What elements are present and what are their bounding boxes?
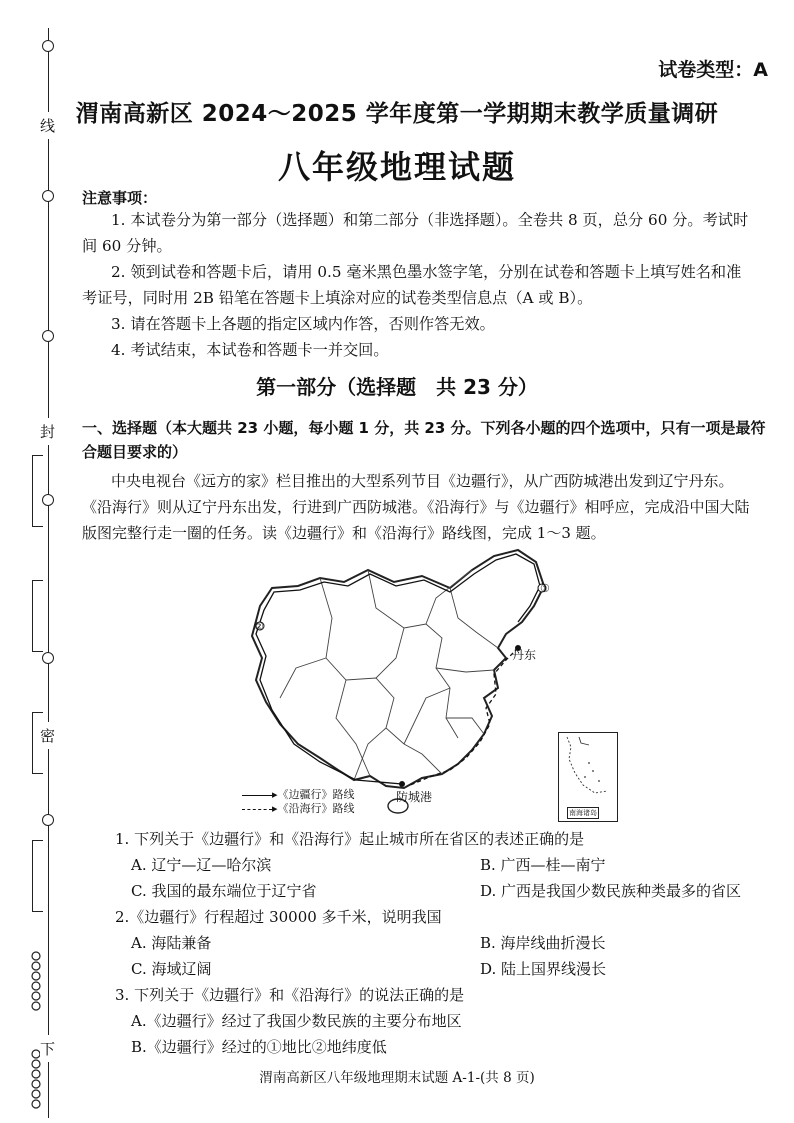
note-item: 间 60 分钟。 [82, 237, 172, 255]
legend-item-coast: ▸《沿海行》路线 [242, 802, 355, 816]
route-map [236, 548, 626, 822]
map-label-dandong: 丹东 [512, 648, 537, 662]
binding-circle [42, 330, 54, 342]
map-label-point-2: ② [254, 620, 264, 633]
note-item: 4. 考试结束，本试卷和答题卡一并交回。 [111, 341, 389, 359]
question-stem: 2.《边疆行》行程超过 30000 多千米，说明我国 [115, 908, 442, 926]
binding-circle [42, 40, 54, 52]
part-heading-text: 一、选择题（本大题共 23 小题，每小题 1 分，共 23 分。下列各小题的四个选项中，只有一项是最符合题目要求的） [82, 419, 766, 461]
binding-circle [42, 652, 54, 664]
intro-line: 版图完整行走一圈的任务。读《边疆行》和《沿海行》路线图，完成 1～3 题。 [82, 524, 606, 542]
margin-label-xia: 下 [40, 1035, 55, 1062]
binding-holes [28, 950, 44, 1110]
map-legend [242, 788, 355, 816]
question-option: C. 我国的最东端位于辽宁省 [131, 882, 317, 900]
question-stem: 3. 下列关于《边疆行》和《沿海行》的说法正确的是 [115, 986, 465, 1004]
question-option: A.《边疆行》经过了我国少数民族的主要分布地区 [131, 1012, 462, 1030]
margin-label-mi: 密 [40, 722, 55, 749]
question-option: A. 辽宁—辽—哈尔滨 [131, 856, 272, 874]
map-label-fangchenggang: 防城港 [396, 790, 433, 804]
intro-line: 中央电视台《远方的家》栏目推出的大型系列节目《边疆行》，从广西防城港出发到辽宁丹东。 [111, 472, 734, 490]
legend-item-border: ▸《边疆行》路线 [242, 788, 355, 802]
section-heading: 第一部分（选择题 共 23 分） [256, 375, 538, 399]
question-option: B. 广西—桂—南宁 [480, 856, 606, 874]
exam-title: 渭南高新区 2024～2025 学年度第一学期期末教学质量调研 [75, 101, 719, 127]
question-option: B. 海岸线曲折漫长 [480, 934, 606, 952]
paper-type: 试卷类型：A [658, 59, 768, 81]
name-field-bracket [32, 455, 43, 527]
part-heading [82, 416, 772, 464]
school-field-bracket [32, 840, 43, 912]
legend-coast-label: 《沿海行》路线 [277, 802, 355, 815]
binding-circle [42, 494, 54, 506]
question-option: B.《边疆行》经过的①地比②地纬度低 [131, 1038, 387, 1056]
note-item: 1. 本试卷分为第一部分（选择题）和第二部分（非选择题）。全卷共 8 页，总分 60 分。考试时 [111, 211, 749, 229]
inset-label: 南海诸岛 [569, 809, 597, 817]
class-field-bracket [32, 580, 43, 652]
note-item: 3. 请在答题卡上各题的指定区域内作答，否则作答无效。 [111, 315, 495, 333]
question-option: D. 陆上国界线漫长 [480, 960, 607, 978]
page-footer: 渭南高新区八年级地理期末试题 A-1-(共 8 页) [259, 1070, 535, 1086]
map-label-point-1: ① [540, 582, 550, 595]
margin-label-xian: 线 [40, 112, 55, 139]
note-item: 考证号，同时用 2B 铅笔在答题卡上填涂对应的试卷类型信息点（A 或 B）。 [82, 289, 593, 307]
note-item: 2. 领到试卷和答题卡后，请用 0.5 毫米黑色墨水签字笔，分别在试卷和答题卡上填写姓名和准 [111, 263, 742, 281]
exam-subtitle: 八年级地理试题 [277, 148, 516, 186]
south-china-sea-inset [558, 732, 618, 822]
margin-label-feng: 封 [40, 418, 55, 445]
question-option: C. 海域辽阔 [131, 960, 212, 978]
question-option: D. 广西是我国少数民族种类最多的省区 [480, 882, 742, 900]
question-option: A. 海陆兼备 [131, 934, 212, 952]
legend-border-label: 《边疆行》路线 [277, 788, 355, 801]
intro-line: 《沿海行》则从辽宁丹东出发，行进到广西防城港。《沿海行》与《边疆行》相呼应，完成沿中国大陆 [82, 498, 750, 516]
notes-heading: 注意事项： [82, 189, 158, 207]
question-stem: 1. 下列关于《边疆行》和《沿海行》起止城市所在省区的表述正确的是 [115, 830, 585, 848]
binding-circle [42, 814, 54, 826]
binding-circle [42, 190, 54, 202]
